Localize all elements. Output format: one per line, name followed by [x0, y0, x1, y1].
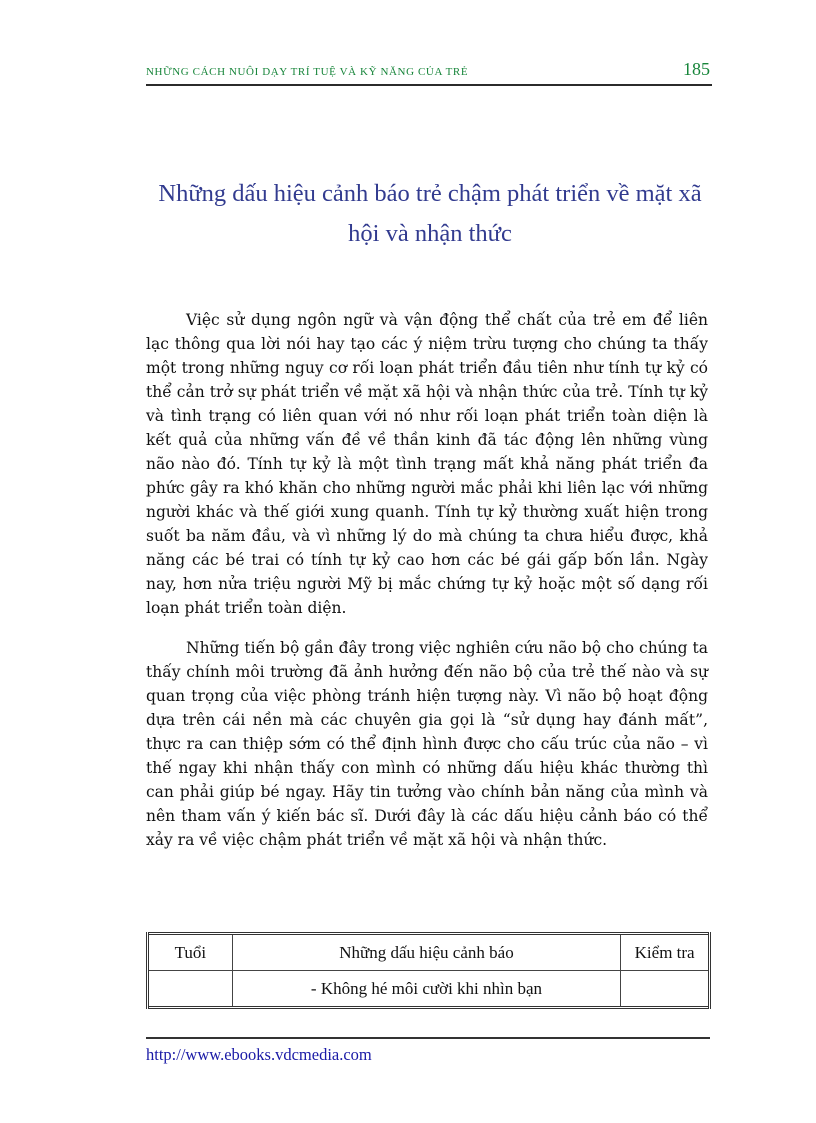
table-row: [148, 971, 710, 1008]
column-header-check: Kiểm tra: [621, 934, 710, 971]
table-cell-age: [148, 971, 233, 1008]
table-cell-warning-sign: - Không hé môi cười khi nhìn bạn: [232, 971, 621, 1008]
warning-signs-table: [146, 932, 711, 1009]
footer-divider: [146, 1037, 710, 1039]
running-header-title: NHỮNG CÁCH NUÔI DẠY TRÍ TUỆ VÀ KỸ NĂNG CỦA TRẺ: [146, 66, 469, 78]
footer-url-link[interactable]: http://www.ebooks.vdcmedia.com: [146, 1045, 372, 1064]
body-text: [146, 308, 708, 868]
page-number: 185: [683, 59, 710, 79]
paragraph: Những tiến bộ gần đây trong việc nghiên cứu não bộ cho chúng ta thấy chính môi trường đã ảnh hưởng đến não bộ của trẻ thế nào và sự quan trọng của việc phòng tránh hiện tượng này. Vì não bộ hoạt động dựa trên cái nền mà các chuyên gia gọi là “sử dụng hay đánh mất”, thực ra can thiệp sớm có thể định hình được cho cấu trúc của não – vì thế ngay khi nhận thấy con mình có những dấu hiệu khác thường thì can phải giúp bé ngay. Hãy tin tưởng vào chính bản năng của mình và nên tham vấn ý kiến bác sĩ. Dưới đây là các dấu hiệu cảnh báo có thể xảy ra về việc chậm phát triển về mặt xã hội và nhận thức.: [146, 639, 708, 849]
paragraph: Việc sử dụng ngôn ngữ và vận động thể chất của trẻ em để liên lạc thông qua lời nói hay tạo các ý niệm trừu tượng cho chúng ta thấy một trong những nguy cơ rối loạn phát triển đầu tiên như tính tự kỷ có thể cản trở sự phát triển về mặt xã hội và nhận thức của trẻ. Tính tự kỷ và tình trạng có liên quan với nó như rối loạn phát triển toàn diện là kết quả của những vấn đề về thần kinh đã tác động lên những vùng não nào đó. Tính tự kỷ là một tình trạng mất khả năng phát triển đa phức gây ra khó khăn cho những người mắc phải khi liên lạc với những người khác và thế giới xung quanh. Tính tự kỷ thường xuất hiện trong suốt ba năm đầu, và vì những lý do mà chúng ta chưa hiểu được, khả năng các bé trai có tính tự kỷ cao hơn các bé gái gấp bốn lần. Ngày nay, hơn nửa triệu người Mỹ bị mắc chứng tự kỷ hoặc một số dạng rối loạn phát triển toàn diện.: [146, 311, 708, 617]
column-header-age: Tuổi: [148, 934, 233, 971]
section-title: Những dấu hiệu cảnh báo trẻ chậm phát triển về mặt xã hội và nhận thức: [158, 180, 702, 247]
table-header-row: [148, 934, 710, 971]
table-cell-check: [621, 971, 710, 1008]
column-header-warning-signs: Những dấu hiệu cảnh báo: [232, 934, 621, 971]
running-header: [146, 58, 712, 86]
